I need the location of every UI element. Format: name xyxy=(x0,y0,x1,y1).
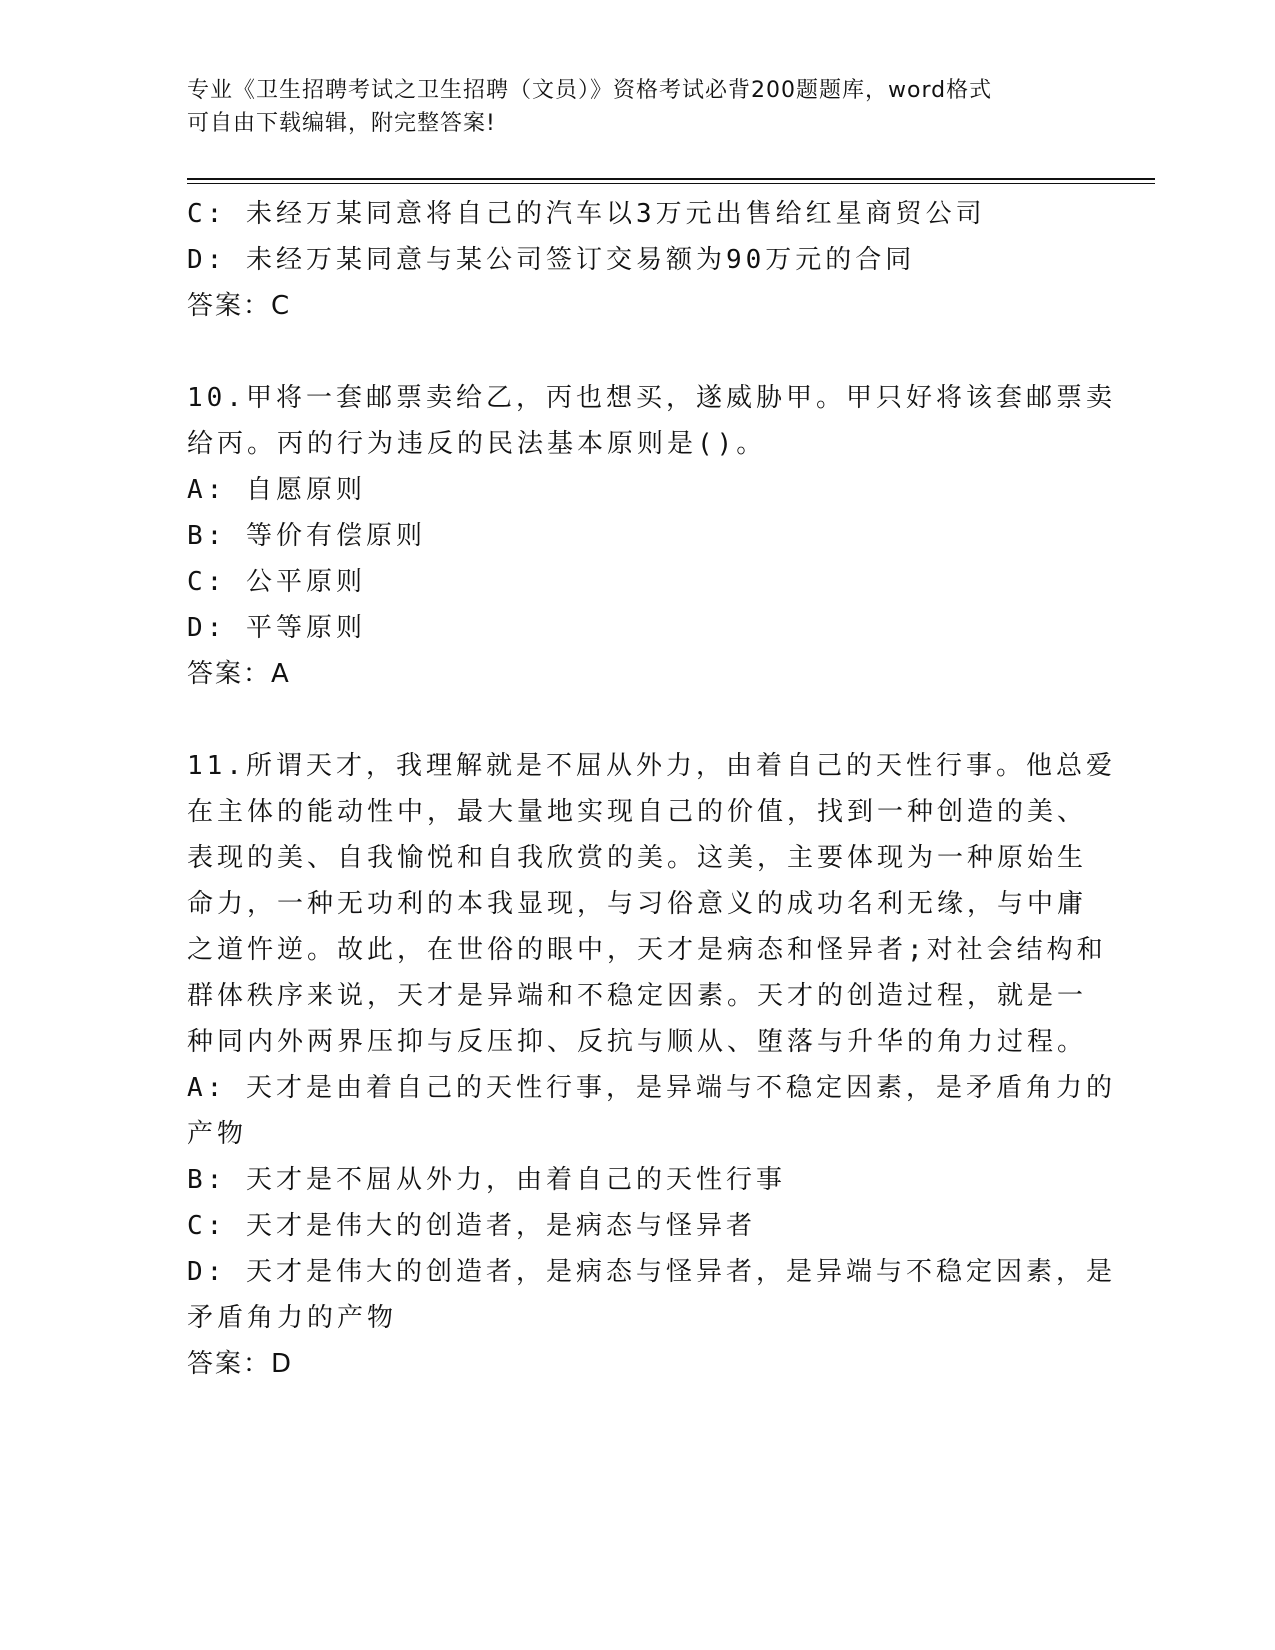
question-stem-line: 之道忤逆。故此，在世俗的眼中，天才是病态和怪异者;对社会结构和 xyxy=(187,935,1107,965)
option-b: B: 等价有偿原则 xyxy=(187,521,426,551)
header-rule-thick xyxy=(187,178,1155,180)
option-a: A: 自愿原则 xyxy=(187,475,366,505)
option-c: C: 天才是伟大的创造者，是病态与怪异者 xyxy=(187,1211,756,1241)
option-a: A: 天才是由着自己的天性行事，是异端与不稳定因素，是矛盾角力的 xyxy=(187,1073,1116,1103)
question-stem-line: 11.所谓天才，我理解就是不屈从外力，由着自己的天性行事。他总爱 xyxy=(187,751,1116,781)
option-d: D: 天才是伟大的创造者，是病态与怪异者，是异端与不稳定因素，是 xyxy=(187,1257,1116,1287)
option-c: C: 未经万某同意将自己的汽车以3万元出售给红星商贸公司 xyxy=(187,199,986,229)
option-b: B: 天才是不屈从外力，由着自己的天性行事 xyxy=(187,1165,786,1195)
question-stem-line: 给丙。丙的行为违反的民法基本原则是()。 xyxy=(187,429,767,459)
document-header xyxy=(187,74,1087,140)
option-d: D: 未经万某同意与某公司签订交易额为90万元的合同 xyxy=(187,245,916,275)
option-a-continued: 产物 xyxy=(187,1119,248,1149)
answer-label: 答案：C xyxy=(187,291,292,321)
option-d-continued: 矛盾角力的产物 xyxy=(187,1303,398,1333)
question-stem-line: 种同内外两界压抑与反压抑、反抗与顺从、堕落与升华的角力过程。 xyxy=(187,1027,1088,1057)
question-9-tail xyxy=(187,191,1087,329)
question-10 xyxy=(187,375,1116,697)
spacer xyxy=(187,697,1087,743)
question-stem-line: 在主体的能动性中，最大量地实现自己的价值，找到一种创造的美、 xyxy=(187,797,1088,827)
header-line-1: 专业《卫生招聘考试之卫生招聘（文员）》资格考试必背200题题库，word格式 xyxy=(187,78,993,103)
option-c: C: 公平原则 xyxy=(187,567,366,597)
question-stem-line: 10.甲将一套邮票卖给乙，丙也想买，遂威胁甲。甲只好将该套邮票卖 xyxy=(187,383,1116,413)
header-line-2: 可自由下载编辑，附完整答案! xyxy=(187,111,496,136)
question-stem-line: 命力，一种无功利的本我显现，与习俗意义的成功名利无缘，与中庸 xyxy=(187,889,1088,919)
question-stem-line: 表现的美、自我愉悦和自我欣赏的美。这美，主要体现为一种原始生 xyxy=(187,843,1088,873)
document-body xyxy=(187,191,1116,1387)
spacer xyxy=(187,329,1087,375)
answer-label: 答案：A xyxy=(187,659,291,689)
option-d: D: 平等原则 xyxy=(187,613,366,643)
question-11 xyxy=(187,743,1116,1387)
question-stem-line: 群体秩序来说，天才是异端和不稳定因素。天才的创造过程，就是一 xyxy=(187,981,1088,1011)
answer-label: 答案：D xyxy=(187,1349,294,1379)
header-rule-thin xyxy=(187,183,1155,184)
